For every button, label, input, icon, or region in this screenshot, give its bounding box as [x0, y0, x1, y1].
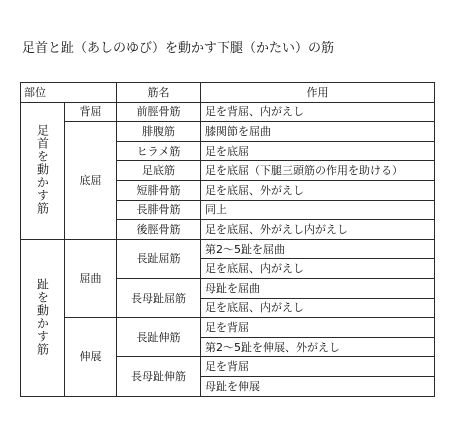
muscle-function: 足を底屈、内がえし: [201, 298, 435, 318]
muscle-name: 長母趾伸筋: [117, 357, 201, 396]
muscle-function: 足を底屈、外がえし: [201, 180, 435, 200]
muscle-function: 第2～5趾を屈曲: [201, 239, 435, 259]
subgroup-extension: 伸展: [65, 318, 117, 396]
muscle-name: 長趾伸筋: [117, 318, 201, 357]
muscle-table: [20, 82, 435, 397]
muscle-function: 足を背屈: [201, 318, 435, 338]
table-row: [21, 102, 435, 122]
muscle-name: ヒラメ筋: [117, 141, 201, 161]
muscle-name: 前脛骨筋: [117, 102, 201, 122]
table-row: [21, 239, 435, 259]
muscle-function: 第2～5趾を伸展、外がえし: [201, 337, 435, 357]
header-part: 部位: [21, 83, 117, 103]
part-cell-toes: [21, 239, 65, 396]
header-muscle-name: 筋名: [117, 83, 201, 103]
muscle-name: 長母趾屈筋: [117, 278, 201, 317]
muscle-function: 足を底屈、内がえし: [201, 259, 435, 279]
subgroup-plantarflexion: 底屈: [65, 122, 117, 240]
muscle-function: 足を底屈、外がえし内がえし: [201, 220, 435, 240]
subgroup-dorsiflexion: 背屈: [65, 102, 117, 122]
muscle-function: 膝関節を屈曲: [201, 122, 435, 142]
header-row: [21, 83, 435, 103]
part-cell-ankle: [21, 102, 65, 239]
muscle-name: 長趾屈筋: [117, 239, 201, 278]
table-row: [21, 122, 435, 142]
subgroup-flexion: 屈曲: [65, 239, 117, 317]
muscle-function: 足を背屈: [201, 357, 435, 377]
muscle-name: 腓腹筋: [117, 122, 201, 142]
muscle-name: 後脛骨筋: [117, 220, 201, 240]
muscle-name: 短腓骨筋: [117, 180, 201, 200]
muscle-function: 足を背屈、内がえし: [201, 102, 435, 122]
part-label: 趾を動かす筋: [35, 277, 50, 356]
muscle-name: 足底筋: [117, 161, 201, 181]
muscle-function: 同上: [201, 200, 435, 220]
muscle-function: 母趾を屈曲: [201, 278, 435, 298]
muscle-function: 足を底屈: [201, 141, 435, 161]
muscle-function: 母趾を伸展: [201, 376, 435, 396]
muscle-function: 足を底屈（下腿三頭筋の作用を助ける）: [201, 161, 435, 181]
header-function: 作用: [201, 83, 435, 103]
page-title: 足首と趾（あしのゆび）を動かす下腿（かたい）の筋: [22, 41, 335, 56]
muscle-name: 長腓骨筋: [117, 200, 201, 220]
table-row: [21, 318, 435, 338]
part-label: 足首を動かす筋: [35, 124, 50, 216]
